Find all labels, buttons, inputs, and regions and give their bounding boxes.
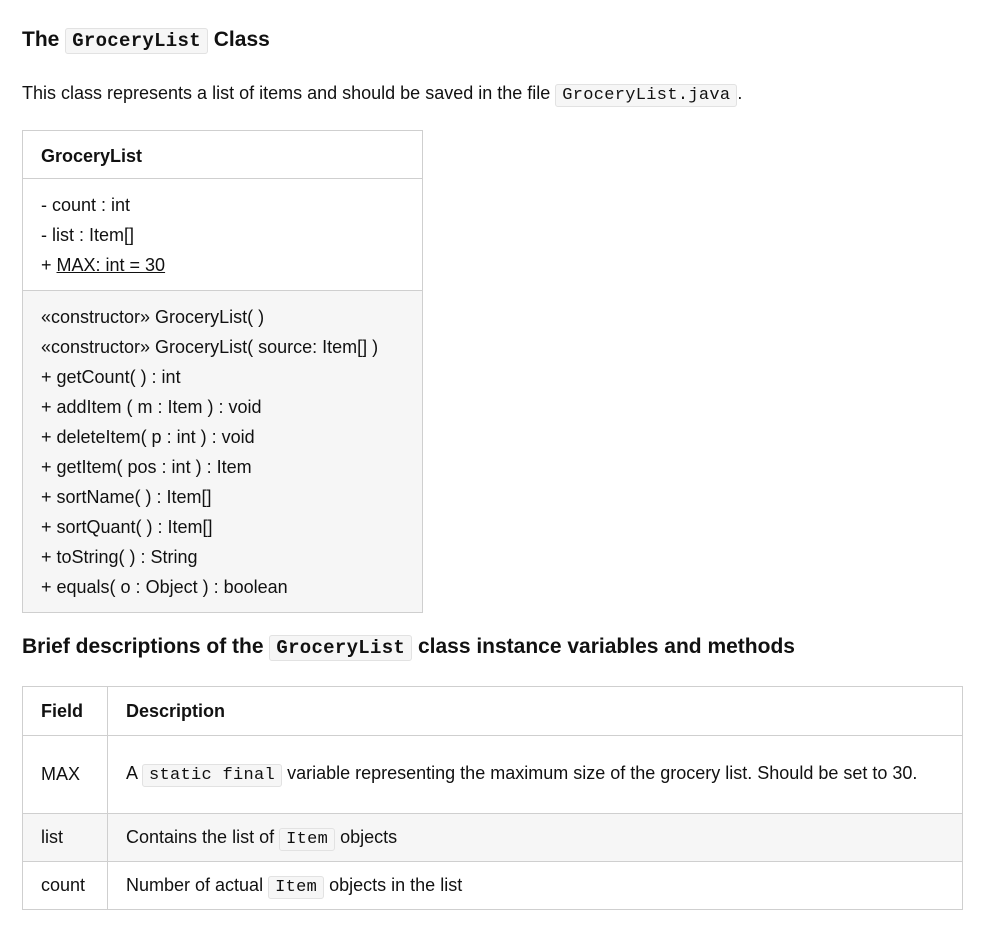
desc-text: Number of actual	[126, 874, 264, 895]
description-cell	[108, 736, 963, 814]
desc-code: static final	[142, 764, 282, 787]
desc-text: objects in the list	[329, 874, 463, 895]
class-heading	[22, 28, 270, 52]
field-cell: count	[23, 862, 108, 910]
desc-text: Contains the list of	[126, 826, 275, 847]
descriptions-table	[22, 686, 963, 910]
uml-method: + equals( o : Object ) : boolean	[41, 577, 288, 597]
field-cell: list	[23, 814, 108, 862]
uml-fields-section	[23, 178, 422, 290]
heading-prefix: Brief descriptions of the	[22, 635, 264, 658]
table-row	[23, 736, 963, 814]
uml-method: + sortQuant( ) : Item[]	[41, 517, 213, 537]
uml-method: «constructor» GroceryList( )	[41, 307, 265, 327]
table-header-row	[23, 687, 963, 736]
uml-method: + getCount( ) : int	[41, 367, 181, 387]
field-cell: MAX	[23, 736, 108, 814]
column-header-field: Field	[23, 687, 108, 736]
uml-method: + addItem ( m : Item ) : void	[41, 397, 262, 417]
intro-paragraph	[22, 83, 742, 105]
desc-text: A	[126, 763, 138, 783]
intro-text: This class represents a list of items and should be saved in the file	[22, 83, 551, 103]
uml-method: + getItem( pos : int ) : Item	[41, 457, 252, 477]
description-cell	[108, 814, 963, 862]
intro-filename-code: GroceryList.java	[555, 84, 737, 107]
heading-prefix: The	[22, 28, 60, 51]
intro-period: .	[737, 83, 743, 103]
table-row	[23, 814, 963, 862]
desc-text: variable representing the maximum size of the grocery list. Should be set to 30.	[287, 763, 918, 783]
uml-method: + deleteItem( p : int ) : void	[41, 427, 255, 447]
table-row	[23, 862, 963, 910]
uml-methods-section	[23, 290, 422, 612]
uml-method: + toString( ) : String	[41, 547, 198, 567]
uml-class-name: GroceryList	[41, 146, 143, 166]
uml-field: - list : Item[]	[41, 225, 135, 245]
desc-code: Item	[279, 828, 335, 851]
uml-method: + sortName( ) : Item[]	[41, 487, 212, 507]
description-cell	[108, 862, 963, 910]
uml-method: «constructor» GroceryList( source: Item[] )	[41, 337, 379, 357]
uml-static-field	[41, 250, 422, 280]
uml-field: - count : int	[41, 195, 131, 215]
descriptions-heading	[22, 635, 795, 659]
heading-suffix: Class	[213, 28, 270, 51]
column-header-description: Description	[108, 687, 963, 736]
heading-class-code: GroceryList	[65, 28, 208, 54]
uml-static-field-text: MAX: int = 30	[56, 255, 166, 275]
heading-suffix: class instance variables and methods	[417, 635, 795, 658]
uml-class-diagram	[22, 130, 423, 613]
uml-static-visibility: +	[41, 255, 57, 275]
desc-code: Item	[268, 876, 324, 899]
desc-text: objects	[340, 826, 398, 847]
heading-class-code: GroceryList	[269, 635, 412, 661]
